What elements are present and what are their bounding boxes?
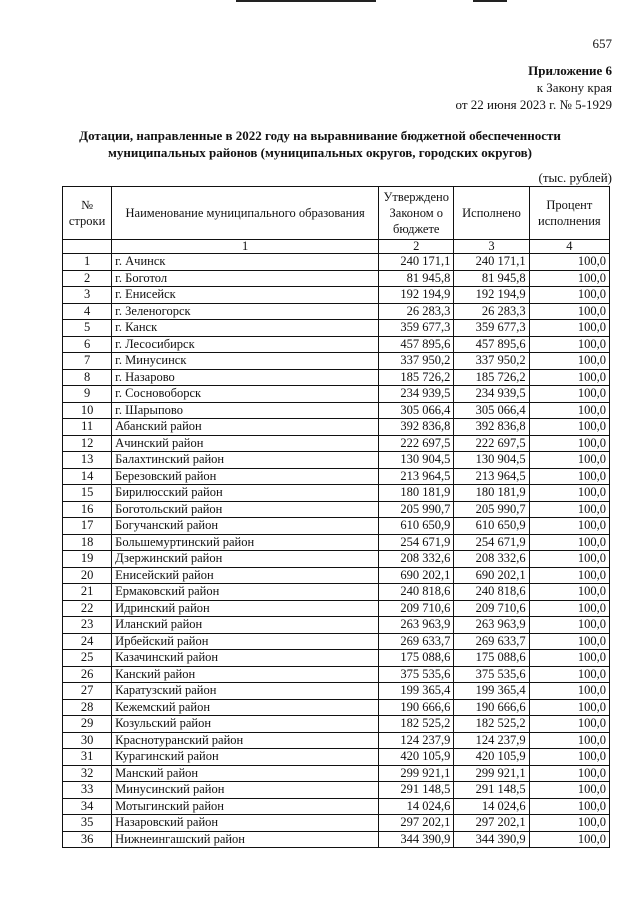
municipality-name-cell: Краснотуранский район <box>112 732 379 749</box>
percent-cell: 100,0 <box>529 551 609 568</box>
percent-cell: 100,0 <box>529 353 609 370</box>
approved-amount-cell: 254 671,9 <box>379 534 454 551</box>
municipality-name-cell: г. Шарыпово <box>112 402 379 419</box>
row-number-cell: 36 <box>63 831 112 848</box>
row-number-cell: 22 <box>63 600 112 617</box>
percent-cell: 100,0 <box>529 320 609 337</box>
executed-amount-cell: 240 171,1 <box>454 254 529 271</box>
municipality-name-cell: Енисейский район <box>112 567 379 584</box>
row-number-cell: 19 <box>63 551 112 568</box>
approved-amount-cell: 180 181,9 <box>379 485 454 502</box>
executed-amount-cell: 420 105,9 <box>454 749 529 766</box>
municipality-name-cell: Казачинский район <box>112 650 379 667</box>
executed-amount-cell: 222 697,5 <box>454 435 529 452</box>
table-row <box>63 254 610 271</box>
table-index-row <box>63 240 610 254</box>
table-row <box>63 716 610 733</box>
approved-amount-cell: 199 365,4 <box>379 683 454 700</box>
index-cell-empty <box>63 240 112 254</box>
municipality-name-cell: г. Назарово <box>112 369 379 386</box>
percent-cell: 100,0 <box>529 402 609 419</box>
municipality-name-cell: Мотыгинский район <box>112 798 379 815</box>
table-row <box>63 765 610 782</box>
percent-cell: 100,0 <box>529 782 609 799</box>
municipality-name-cell: Назаровский район <box>112 815 379 832</box>
executed-amount-cell: 185 726,2 <box>454 369 529 386</box>
executed-amount-cell: 291 148,5 <box>454 782 529 799</box>
table-header-row <box>63 187 610 240</box>
page-number: 657 <box>592 36 612 51</box>
approved-amount-cell: 185 726,2 <box>379 369 454 386</box>
table-body <box>63 254 610 848</box>
table-row <box>63 782 610 799</box>
executed-amount-cell: 269 633,7 <box>454 633 529 650</box>
appendix-law-ref: к Закону края <box>536 80 612 95</box>
executed-amount-cell: 299 921,1 <box>454 765 529 782</box>
municipality-name-cell: Курагинский район <box>112 749 379 766</box>
row-number-cell: 9 <box>63 386 112 403</box>
appendix-block <box>456 62 612 113</box>
table-row <box>63 650 610 667</box>
municipality-name-cell: Большемуртинский район <box>112 534 379 551</box>
percent-cell: 100,0 <box>529 666 609 683</box>
percent-cell: 100,0 <box>529 584 609 601</box>
municipality-name-cell: Богучанский район <box>112 518 379 535</box>
header-row-number: № строки <box>63 187 112 240</box>
percent-cell: 100,0 <box>529 419 609 436</box>
executed-amount-cell: 263 963,9 <box>454 617 529 634</box>
executed-amount-cell: 234 939,5 <box>454 386 529 403</box>
municipality-name-cell: г. Боготол <box>112 270 379 287</box>
approved-amount-cell: 690 202,1 <box>379 567 454 584</box>
header-executed: Исполнено <box>454 187 529 240</box>
municipality-name-cell: Абанский район <box>112 419 379 436</box>
municipality-name-cell: Иланский район <box>112 617 379 634</box>
header-percent: Процент исполнения <box>529 187 609 240</box>
percent-cell: 100,0 <box>529 765 609 782</box>
executed-amount-cell: 297 202,1 <box>454 815 529 832</box>
municipality-name-cell: Минусинский район <box>112 782 379 799</box>
executed-amount-cell: 209 710,6 <box>454 600 529 617</box>
table-row <box>63 699 610 716</box>
executed-amount-cell: 254 671,9 <box>454 534 529 551</box>
table-row <box>63 435 610 452</box>
row-number-cell: 34 <box>63 798 112 815</box>
municipality-name-cell: Манский район <box>112 765 379 782</box>
row-number-cell: 20 <box>63 567 112 584</box>
table-row <box>63 386 610 403</box>
municipality-name-cell: Ермаковский район <box>112 584 379 601</box>
appendix-title: Приложение 6 <box>528 63 612 78</box>
municipality-name-cell: Каратузский район <box>112 683 379 700</box>
row-number-cell: 5 <box>63 320 112 337</box>
row-number-cell: 3 <box>63 287 112 304</box>
row-number-cell: 32 <box>63 765 112 782</box>
municipality-name-cell: Козульский район <box>112 716 379 733</box>
executed-amount-cell: 213 964,5 <box>454 468 529 485</box>
table-row <box>63 452 610 469</box>
municipality-name-cell: г. Енисейск <box>112 287 379 304</box>
table-row <box>63 320 610 337</box>
percent-cell: 100,0 <box>529 699 609 716</box>
approved-amount-cell: 205 990,7 <box>379 501 454 518</box>
row-number-cell: 29 <box>63 716 112 733</box>
percent-cell: 100,0 <box>529 485 609 502</box>
percent-cell: 100,0 <box>529 386 609 403</box>
table-row <box>63 798 610 815</box>
municipality-name-cell: г. Минусинск <box>112 353 379 370</box>
table-row <box>63 584 610 601</box>
percent-cell: 100,0 <box>529 617 609 634</box>
table-row <box>63 732 610 749</box>
percent-cell: 100,0 <box>529 501 609 518</box>
table-row <box>63 683 610 700</box>
header-approved: Утверждено Законом о бюджете <box>379 187 454 240</box>
approved-amount-cell: 240 818,6 <box>379 584 454 601</box>
percent-cell: 100,0 <box>529 815 609 832</box>
index-cell: 2 <box>379 240 454 254</box>
row-number-cell: 33 <box>63 782 112 799</box>
executed-amount-cell: 359 677,3 <box>454 320 529 337</box>
table-row <box>63 336 610 353</box>
table-row <box>63 468 610 485</box>
executed-amount-cell: 344 390,9 <box>454 831 529 848</box>
percent-cell: 100,0 <box>529 633 609 650</box>
row-number-cell: 8 <box>63 369 112 386</box>
table-row <box>63 501 610 518</box>
approved-amount-cell: 190 666,6 <box>379 699 454 716</box>
executed-amount-cell: 26 283,3 <box>454 303 529 320</box>
approved-amount-cell: 14 024,6 <box>379 798 454 815</box>
table-row <box>63 567 610 584</box>
row-number-cell: 11 <box>63 419 112 436</box>
row-number-cell: 31 <box>63 749 112 766</box>
table-row <box>63 353 610 370</box>
executed-amount-cell: 610 650,9 <box>454 518 529 535</box>
table-row <box>63 749 610 766</box>
executed-amount-cell: 392 836,8 <box>454 419 529 436</box>
approved-amount-cell: 299 921,1 <box>379 765 454 782</box>
table-row <box>63 270 610 287</box>
approved-amount-cell: 305 066,4 <box>379 402 454 419</box>
municipality-name-cell: г. Зеленогорск <box>112 303 379 320</box>
municipality-name-cell: Ачинский район <box>112 435 379 452</box>
approved-amount-cell: 182 525,2 <box>379 716 454 733</box>
executed-amount-cell: 81 945,8 <box>454 270 529 287</box>
municipality-name-cell: Дзержинский район <box>112 551 379 568</box>
table-row <box>63 666 610 683</box>
subsidies-table <box>62 186 610 848</box>
row-number-cell: 15 <box>63 485 112 502</box>
executed-amount-cell: 192 194,9 <box>454 287 529 304</box>
percent-cell: 100,0 <box>529 270 609 287</box>
percent-cell: 100,0 <box>529 650 609 667</box>
approved-amount-cell: 269 633,7 <box>379 633 454 650</box>
percent-cell: 100,0 <box>529 798 609 815</box>
approved-amount-cell: 208 332,6 <box>379 551 454 568</box>
table-row <box>63 815 610 832</box>
table-row <box>63 287 610 304</box>
row-number-cell: 13 <box>63 452 112 469</box>
table-row <box>63 303 610 320</box>
municipality-name-cell: Канский район <box>112 666 379 683</box>
municipality-name-cell: Идринский район <box>112 600 379 617</box>
percent-cell: 100,0 <box>529 683 609 700</box>
percent-cell: 100,0 <box>529 716 609 733</box>
executed-amount-cell: 240 818,6 <box>454 584 529 601</box>
row-number-cell: 14 <box>63 468 112 485</box>
approved-amount-cell: 297 202,1 <box>379 815 454 832</box>
percent-cell: 100,0 <box>529 518 609 535</box>
executed-amount-cell: 175 088,6 <box>454 650 529 667</box>
appendix-law-date: от 22 июня 2023 г. № 5-1929 <box>455 97 612 112</box>
percent-cell: 100,0 <box>529 831 609 848</box>
row-number-cell: 2 <box>63 270 112 287</box>
row-number-cell: 24 <box>63 633 112 650</box>
percent-cell: 100,0 <box>529 254 609 271</box>
executed-amount-cell: 457 895,6 <box>454 336 529 353</box>
percent-cell: 100,0 <box>529 435 609 452</box>
percent-cell: 100,0 <box>529 600 609 617</box>
row-number-cell: 26 <box>63 666 112 683</box>
table-row <box>63 534 610 551</box>
percent-cell: 100,0 <box>529 287 609 304</box>
row-number-cell: 25 <box>63 650 112 667</box>
table-row <box>63 518 610 535</box>
approved-amount-cell: 337 950,2 <box>379 353 454 370</box>
approved-amount-cell: 234 939,5 <box>379 386 454 403</box>
approved-amount-cell: 359 677,3 <box>379 320 454 337</box>
executed-amount-cell: 124 237,9 <box>454 732 529 749</box>
executed-amount-cell: 190 666,6 <box>454 699 529 716</box>
executed-amount-cell: 208 332,6 <box>454 551 529 568</box>
municipality-name-cell: Боготольский район <box>112 501 379 518</box>
row-number-cell: 27 <box>63 683 112 700</box>
percent-cell: 100,0 <box>529 468 609 485</box>
approved-amount-cell: 130 904,5 <box>379 452 454 469</box>
municipality-name-cell: г. Ачинск <box>112 254 379 271</box>
municipality-name-cell: Бирилюсский район <box>112 485 379 502</box>
executed-amount-cell: 690 202,1 <box>454 567 529 584</box>
executed-amount-cell: 337 950,2 <box>454 353 529 370</box>
table-row <box>63 402 610 419</box>
approved-amount-cell: 610 650,9 <box>379 518 454 535</box>
approved-amount-cell: 175 088,6 <box>379 650 454 667</box>
approved-amount-cell: 457 895,6 <box>379 336 454 353</box>
executed-amount-cell: 199 365,4 <box>454 683 529 700</box>
approved-amount-cell: 263 963,9 <box>379 617 454 634</box>
executed-amount-cell: 305 066,4 <box>454 402 529 419</box>
table-row <box>63 831 610 848</box>
percent-cell: 100,0 <box>529 534 609 551</box>
approved-amount-cell: 213 964,5 <box>379 468 454 485</box>
approved-amount-cell: 420 105,9 <box>379 749 454 766</box>
percent-cell: 100,0 <box>529 749 609 766</box>
row-number-cell: 28 <box>63 699 112 716</box>
table-row <box>63 617 610 634</box>
row-number-cell: 17 <box>63 518 112 535</box>
percent-cell: 100,0 <box>529 732 609 749</box>
table-row <box>63 633 610 650</box>
approved-amount-cell: 81 945,8 <box>379 270 454 287</box>
executed-amount-cell: 180 181,9 <box>454 485 529 502</box>
municipality-name-cell: г. Лесосибирск <box>112 336 379 353</box>
index-cell: 1 <box>112 240 379 254</box>
table-row <box>63 551 610 568</box>
municipality-name-cell: Ирбейский район <box>112 633 379 650</box>
municipality-name-cell: Нижнеингашский район <box>112 831 379 848</box>
row-number-cell: 16 <box>63 501 112 518</box>
approved-amount-cell: 392 836,8 <box>379 419 454 436</box>
table-row <box>63 600 610 617</box>
row-number-cell: 21 <box>63 584 112 601</box>
row-number-cell: 10 <box>63 402 112 419</box>
percent-cell: 100,0 <box>529 567 609 584</box>
approved-amount-cell: 240 171,1 <box>379 254 454 271</box>
executed-amount-cell: 182 525,2 <box>454 716 529 733</box>
approved-amount-cell: 222 697,5 <box>379 435 454 452</box>
percent-cell: 100,0 <box>529 336 609 353</box>
approved-amount-cell: 291 148,5 <box>379 782 454 799</box>
document-title-line-2: муниципальных районов (муниципальных округов, городских округов) <box>108 145 532 160</box>
row-number-cell: 4 <box>63 303 112 320</box>
executed-amount-cell: 375 535,6 <box>454 666 529 683</box>
row-number-cell: 1 <box>63 254 112 271</box>
executed-amount-cell: 205 990,7 <box>454 501 529 518</box>
table-row <box>63 369 610 386</box>
approved-amount-cell: 124 237,9 <box>379 732 454 749</box>
executed-amount-cell: 130 904,5 <box>454 452 529 469</box>
document-title-line-1: Дотации, направленные в 2022 году на выравнивание бюджетной обеспеченности <box>79 128 561 143</box>
approved-amount-cell: 26 283,3 <box>379 303 454 320</box>
percent-cell: 100,0 <box>529 452 609 469</box>
index-cell: 3 <box>454 240 529 254</box>
row-number-cell: 7 <box>63 353 112 370</box>
municipality-name-cell: г. Канск <box>112 320 379 337</box>
row-number-cell: 23 <box>63 617 112 634</box>
executed-amount-cell: 14 024,6 <box>454 798 529 815</box>
municipality-name-cell: г. Сосновоборск <box>112 386 379 403</box>
municipality-name-cell: Березовский район <box>112 468 379 485</box>
unit-label: (тыс. рублей) <box>538 170 612 185</box>
row-number-cell: 30 <box>63 732 112 749</box>
row-number-cell: 35 <box>63 815 112 832</box>
table-row <box>63 485 610 502</box>
table-row <box>63 419 610 436</box>
approved-amount-cell: 344 390,9 <box>379 831 454 848</box>
approved-amount-cell: 375 535,6 <box>379 666 454 683</box>
row-number-cell: 6 <box>63 336 112 353</box>
approved-amount-cell: 209 710,6 <box>379 600 454 617</box>
document-title <box>30 127 610 161</box>
header-municipality-name: Наименование муниципального образования <box>112 187 379 240</box>
approved-amount-cell: 192 194,9 <box>379 287 454 304</box>
index-cell: 4 <box>529 240 609 254</box>
municipality-name-cell: Кежемский район <box>112 699 379 716</box>
row-number-cell: 12 <box>63 435 112 452</box>
top-edge-line <box>236 0 376 2</box>
row-number-cell: 18 <box>63 534 112 551</box>
percent-cell: 100,0 <box>529 303 609 320</box>
percent-cell: 100,0 <box>529 369 609 386</box>
municipality-name-cell: Балахтинский район <box>112 452 379 469</box>
top-edge-line <box>473 0 507 2</box>
